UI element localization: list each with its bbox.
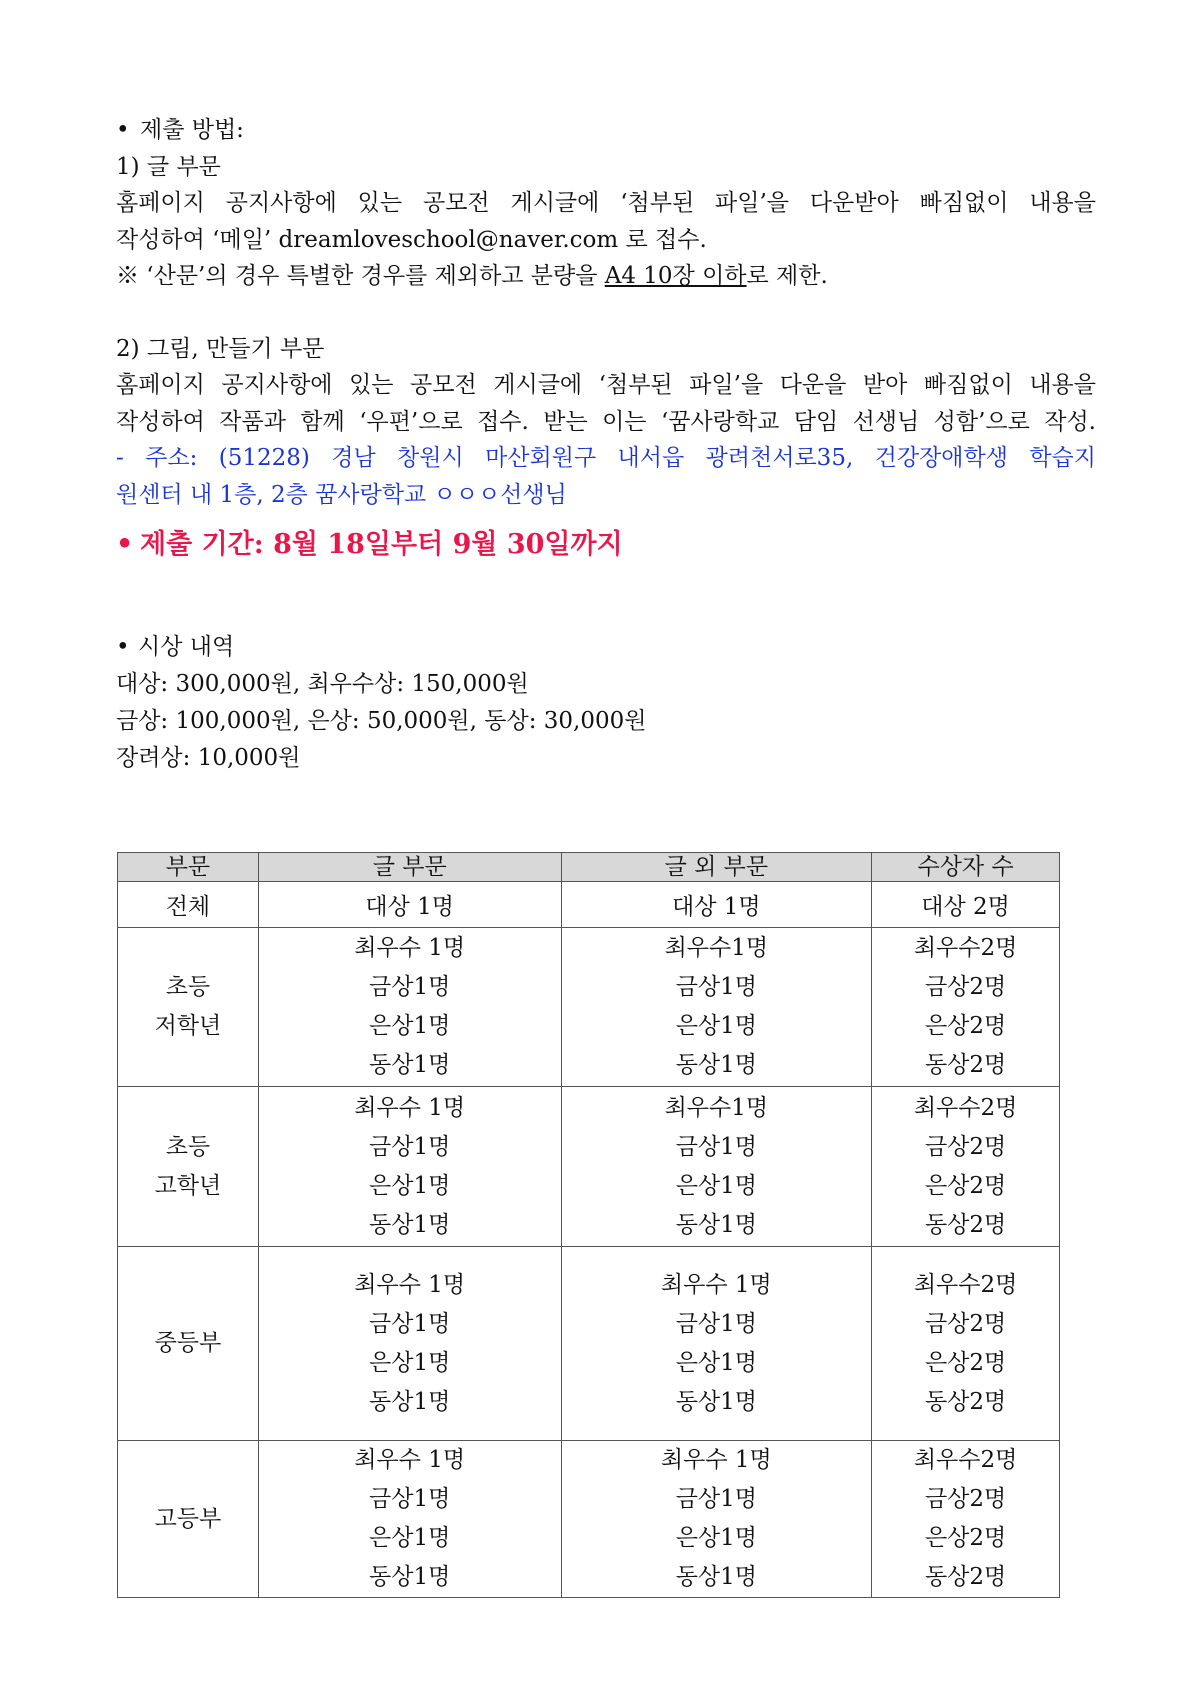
writing-cell: 최우수 1명 금상1명 은상1명 동상1명	[258, 1441, 561, 1598]
writing-cell: 최우수 1명 금상1명 은상1명 동상1명	[258, 1087, 561, 1247]
address-line1: - 주소: (51228) 경남 창원시 마산회원구 내서읍 광려천서로35, 건강장애학생 학습지	[116, 445, 1096, 471]
writing-cell: 최우수 1명 금상1명 은상1명 동상1명	[258, 928, 561, 1087]
bullet-icon: •	[116, 634, 130, 660]
count-cell: 대상 2명	[872, 882, 1060, 928]
table-row	[118, 1441, 1060, 1598]
category-cell: 전체	[118, 882, 259, 928]
count-cell: 최우수2명 금상2명 은상2명 동상2명	[872, 928, 1060, 1087]
header-category: 부문	[118, 853, 259, 882]
count-cell: 최우수2명 금상2명 은상2명 동상2명	[872, 1441, 1060, 1598]
part1-line1: 홈페이지 공지사항에 있는 공모전 게시글에 ‘첨부된 파일’을 다운받아 빠짐없이 내용을	[116, 190, 1096, 216]
submission-period: • 제출 기간: 8월 18일부터 9월 30일까지	[116, 525, 1096, 565]
count-cell: 최우수2명 금상2명 은상2명 동상2명	[872, 1087, 1060, 1247]
other-cell: 최우수1명 금상1명 은상1명 동상1명	[561, 1087, 872, 1247]
table-row	[118, 928, 1060, 1087]
note-prefix: ※ ‘산문’의 경우 특별한 경우를 제외하고 분량을	[116, 263, 605, 289]
category-cell: 초등 저학년	[118, 928, 259, 1087]
header-writing: 글 부문	[258, 853, 561, 882]
address-line2: 원센터 내 1층, 2층 꿈사랑학교 ㅇㅇㅇ선생님	[116, 481, 567, 508]
other-cell: 최우수 1명 금상1명 은상1명 동상1명	[561, 1441, 872, 1598]
category-cell: 중등부	[118, 1247, 259, 1441]
note-suffix: 로 제한.	[746, 263, 828, 289]
count-cell: 최우수2명 금상2명 은상2명 동상2명	[872, 1247, 1060, 1441]
awards-line1: 대상: 300,000원, 최우수상: 150,000원	[116, 671, 529, 697]
other-cell: 최우수1명 금상1명 은상1명 동상1명	[561, 928, 872, 1087]
awards-heading: • 시상 내역	[116, 629, 1096, 666]
part2-title: 2) 그림, 만들기 부문	[116, 335, 325, 362]
awards-line3: 장려상: 10,000원	[116, 745, 301, 771]
part1-line2: 작성하여 ‘메일’ dreamloveschool@naver.com 로 접수.	[116, 226, 707, 253]
other-cell: 최우수 1명 금상1명 은상1명 동상1명	[561, 1247, 872, 1441]
part2-line1: 홈페이지 공지사항에 있는 공모전 게시글에 ‘첨부된 파일’을 다운을 받아 빠짐없이 내용을	[116, 372, 1096, 398]
spacer	[116, 295, 1096, 331]
awards-table	[117, 852, 1060, 1598]
table-header-row	[118, 853, 1060, 882]
submission-heading: • 제출 방법:	[116, 112, 1096, 149]
category-cell: 초등 고학년	[118, 1087, 259, 1247]
table-row	[118, 1087, 1060, 1247]
note-underlined: A4 10장 이하	[604, 263, 747, 289]
header-count: 수상자 수	[872, 853, 1060, 882]
document-page	[116, 112, 1096, 777]
part2-line2: 작성하여 작품과 함께 ‘우편’으로 접수. 받는 이는 ‘꿈사랑학교 담임 선생님 성함’으로 작성.	[116, 408, 1096, 435]
awards-line2: 금상: 100,000원, 은상: 50,000원, 동상: 30,000원	[116, 708, 647, 734]
bullet-icon: •	[116, 117, 130, 143]
part1-title: 1) 글 부문	[116, 153, 221, 180]
table-row	[118, 882, 1060, 928]
awards-section	[116, 629, 1096, 777]
table-row	[118, 1247, 1060, 1441]
writing-cell: 대상 1명	[258, 882, 561, 928]
bullet-icon: •	[116, 529, 134, 560]
writing-cell: 최우수 1명 금상1명 은상1명 동상1명	[258, 1247, 561, 1441]
other-cell: 대상 1명	[561, 882, 872, 928]
header-other: 글 외 부문	[561, 853, 872, 882]
category-cell: 고등부	[118, 1441, 259, 1598]
length-note	[116, 258, 1096, 295]
